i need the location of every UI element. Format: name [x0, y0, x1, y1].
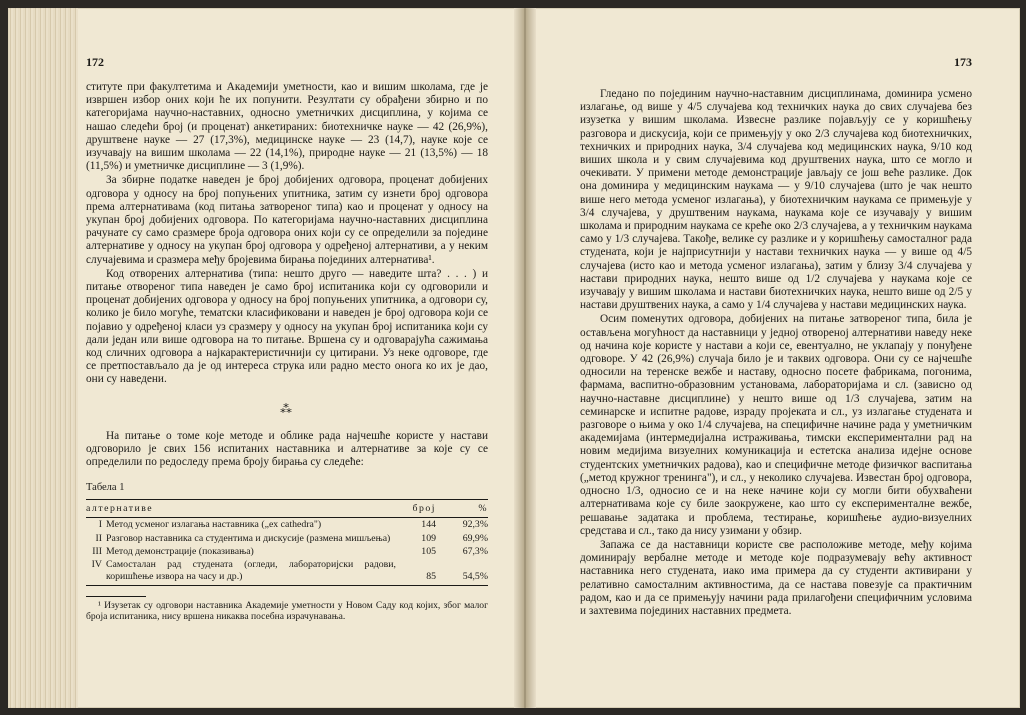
- table-title: Табела 1: [86, 482, 125, 494]
- left-page-body: [86, 81, 488, 623]
- page-number: 173: [954, 55, 972, 69]
- row-percent: 67,3%: [462, 545, 488, 557]
- footnote: ¹ Изузетак су одговори наставника Академије уметности у Новом Саду код којих, због малог броја испитаника, нису вршена никаква посебна израчунавања.: [86, 600, 488, 623]
- row-label: Самосталан рад студената (огледи, лабораторијски радови, коришћење извора на часу и др.): [106, 558, 396, 585]
- row-number: IV: [86, 558, 106, 585]
- row-count: 105: [421, 545, 436, 557]
- table-row: [86, 532, 488, 545]
- page-edges: [8, 8, 78, 708]
- table-header-alternatives: алтернативе: [86, 499, 396, 517]
- paragraph: За збирне податке наведен је број добијених одговора, проценат добијених одговора у односу на број попуњених упитника, затим су изнети број одговора према алтернативама (код питања затвореног типа) као и проценат у односу на укупан број добијених одговора. По категоријама научно-наставних дисциплина рачунате су само сразмере броја одговора оних који су се определили за поједине алтернативе у односу на укупан број одговора у одређеној алтернативи, а у неким случајевима и сразмера међу бројевима бирања појединих алтернатива¹.: [86, 174, 488, 266]
- row-percent: 92,3%: [462, 519, 488, 531]
- book-gutter: [514, 8, 536, 708]
- table-row: [86, 545, 488, 558]
- footnote-rule: [86, 596, 146, 597]
- table-header-count: број: [396, 499, 436, 517]
- row-label: Метод усменог излагања наставника („ex cathedra"): [106, 519, 322, 531]
- row-number: III: [92, 545, 102, 557]
- right-page: [580, 8, 972, 708]
- left-page: [86, 8, 488, 708]
- table-header-percent: %: [436, 499, 488, 517]
- row-count: 144: [421, 519, 436, 531]
- table-row: [86, 518, 488, 532]
- paragraph: На питање о томе које методе и облике рада најчешће користе у настави одговорило је свих 156 испитаних наставника и алтернативе за које су се определили по редоследу према броју бирања су следеће:: [86, 429, 488, 469]
- row-label: Метод демонстрације (показивања): [106, 545, 254, 557]
- paragraph: Код отворених алтернатива (типа: нешто друго — наведите шта? . . . ) и питање отвореног типа наведен је само број испитаника који су одговорили и проценат добијених одговора у односу на број попуњених упитника, а одговори су, колико је било могуће, тематски класификовани и наведен је број одговора који се појавио у одређеној класи уз сразмеру у односу на укупан број испитаника који су дали један или више одговора на то питање. Вршена су и одговарајућа сажимања код сличних одговора а најкарактеристичнији су цитирани. Уз неке одговоре, где се претпостављало да је од интереса струка или радно место онога ко их је дао, они су наведени.: [86, 267, 488, 386]
- row-number: I: [98, 519, 102, 531]
- row-count: 109: [421, 532, 436, 544]
- row-percent: 69,9%: [462, 532, 488, 544]
- paragraph: Запажа се да наставници користе све расположиве методе, међу којима доминирају вербалне методе и методе које подразумевају већу активност наставника него студената, иако има примера да су студенти активирани у релативно самосталним активностима, да се настава повезује са практичним радом, као и да се примењују начини рада прилагођени специфичним условима и захтевима појединих наставних предмета.: [580, 538, 972, 617]
- right-page-body: [580, 88, 972, 618]
- row-label: Разговор наставника са студентима и дискусије (размена мишљења): [106, 532, 391, 544]
- paragraph: Гледано по појединим научно-наставним дисциплинама, доминира усмено излагање, од више у 4/5 случајева код техничких наука до свих случајева без изузетка у вишим школама. Извесне разлике појављују се у коришћењу разговора и дискусија, који се примењују у око 2/3 случајева код биотехничких, техничких и природних наука, 3/4 случајева код медицинских наука, 9/10 код виших школа и у свим случајевима код друштвених наука, што се могло и очекивати. У примени методе демонстрације јављају се још веће разлике. Док она доминира у медицинским наукама — у 9/10 случајева (што је чак нешто више него метода усменог излагања), у биотехничким наукама се примењује у 3/4 случајева, у друштвеним наукама, наукама које се изучавају у вишим школама и природним наукама се креће око 2/3 случајева, а у техничким наукама само у 1/3 случајева. Такође, велике су разлике и у коришћењу самосталног рада студената, који је најприсутнији у настави техничких наука — у више од 4/5 случајева (исто као и метода усменог излагања), затим у близу 3/4 случајева у настави природних наука, нешто више од 1/2 случајева у наукама које се изучавају у вишим школама и настави биотехничких наука, нешто више од 2/5 у настави друштвених наука, а само у 1/4 случајева у настави медицинских наука.: [580, 88, 972, 312]
- paragraph: Осим поменутих одговора, добијених на питање затвореног типа, била је остављена могућност да наставници у једној отвореној алтернативи наведу неке од начина које користе у настави а који се, евентуално, не уклапају у понуђене одговоре. У 42 (26,9%) случаја било је и таквих одговора. Они су се најчешће односили на теренске вежбе и наставу, односно посете фабрикама, погонима, фармама, васпитно-образовним установама, лабораторијама и сл. (зависно од научно-наставне дисциплине) у нешто више од 1/3 случајева, затим на семинарске и испитне радове, израду пројеката и сл., уз излагање студената и разговоре о њима у око 1/4 случајева, на специфичне начине рада у уметничким академијама (интермедијална истраживања, тимски експериментални рад на новим медијима визуелних комуникација и естетска анализа идејне основе студентских уметничких радова), као и специфичне методе физичког васпитања („метод кружног тренинга"), и сл., у неколико случајева. Известан број одговора, односно 1/3, односио се и на неке начине који су могли бити обухваћени алтернативама које су биле заокружене, као што су експерименталне вежбе, решавање задатака и проблема, тестирање, коришћење аудио-визуелних средстава и сл., тако да нису узимани у обзир.: [580, 313, 972, 537]
- row-count: 85: [396, 558, 436, 585]
- paragraph: ститутe при факултетима и Академији уметности, као и вишим школама, где је извршен избор оних који ће их попунити. Резултати су обрађени збирно и по категоријама научно-наставних, односно уметничких дисциплина, у којима се нашао следећи број (и проценат) анкетираних: биотехничке науке — 42 (26,9%), друштвене науке — 27 (17,3%), медицинске науке — 23 (14,7), науке које се изучавају на вишим школама — 22 (14,1%), природне науке — 21 (13,5%) — 18 (11,5%) и уметничке дисциплине — 3 (1,9%).: [86, 81, 488, 173]
- book-spread: [8, 8, 1020, 708]
- results-table: [86, 499, 488, 586]
- table-row: [86, 558, 488, 585]
- row-number: II: [95, 532, 102, 544]
- row-percent: 54,5%: [436, 558, 488, 585]
- page-number: 172: [86, 55, 104, 69]
- section-separator: ⁂: [280, 401, 294, 416]
